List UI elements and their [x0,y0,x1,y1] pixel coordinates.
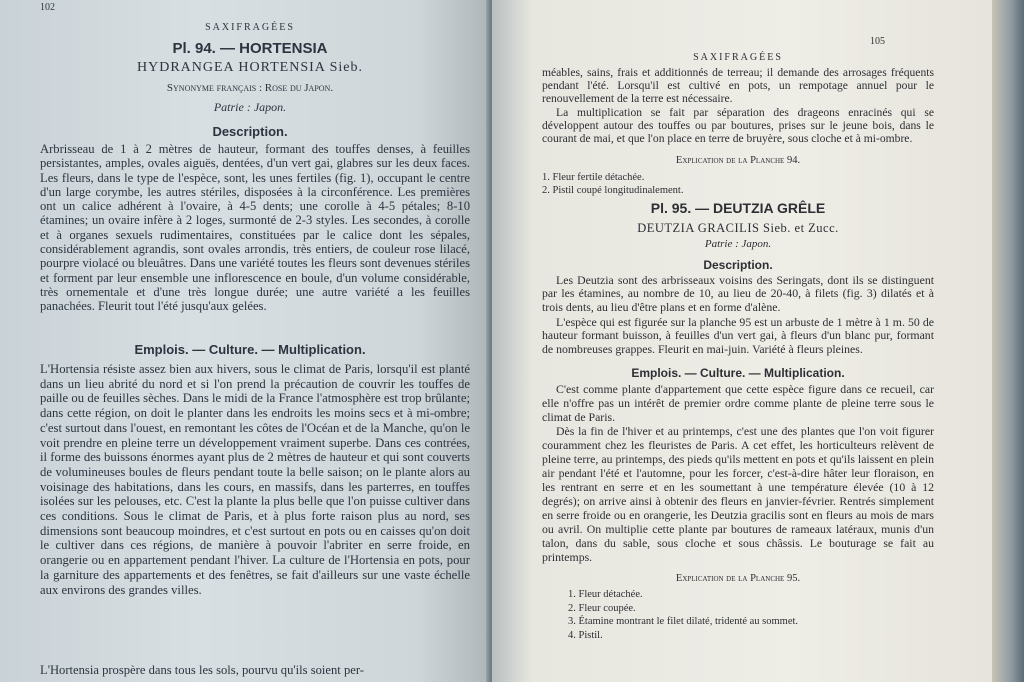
right-page [492,0,992,682]
plate-95-description-heading: Description. [703,258,773,272]
plate-94-uses-text: L'Hortensia résiste assez bien aux hivers, sous le climat de Paris, lorsqu'il est planté dans un lieu abrité du nord et si l'on prend la précaution de couvrir les touffes de paille ou de feuilles sèches. Dans le midi de la France l'atmosphère est trop brûlante; dans cette région, on doit le planter dans les endroits les moins secs et à mi-ombre; c'est surtout dans l'ouest, en remontant les côtes de l'Océan et de la Manche, qu'on le voit prendre en pleine terre un développement vraiment superbe. Dans ces contrées, il forme des buissons énormes ayant plus de 2 mètres de hauteur et qui sont couverts de volumineuses boules de fleurs pendant toute la belle saison; on le plante alors au voisinage des habitations, dans les cours, en massifs, dans les parterres, en touffes isolées sur les pelouses, etc. C'est la plante la plus belle que l'on puisse cultiver dans ces conditions. Sous le climat de Paris, et à plus forte raison plus au nord, ses dimensions sont beaucoup moindres, et c'est surtout en pots ou en caisses qu'on doit le cultiver dans ces régions, de manière à pouvoir l'abriter en serre froide, en orangerie ou en appartement pendant l'hiver. La culture de l'Hortensia en pots, pour la garniture des appartements et des fenêtres, se fait d'ailleurs sur une vaste échelle aux environs des grandes villes. [40,362,470,597]
explication-94-item: 1. Fleur fertile détachée. [542,172,645,183]
plate-94-homeland: Patrie : Japon. [213,100,287,114]
explication-95-heading: Explication de la Planche 95. [675,573,801,584]
explication-95-item: 4. Pistil. [568,629,603,641]
plate-95-uses-text-2: Dès la fin de l'hiver et au printemps, c'est une des plantes que l'on voit figurer couramment chez les fleuristes de Paris. A cet effet, les horticulteurs relèvent de pleine terre, au printemps, des pieds qu'ils mettent en pots et qu'ils laissent en plein air pendant l'été et l'automne, pour les forcer, c'est-à-dire hâter leur floraison, en les rentrant en serre et en les soumettant à une température élevée (10 à 12 degrés); on arrive ainsi à obtenir des fleurs en janvier-février. Rentrés simplement en serre froide ou en orangerie, les Deutzia gracilis sont en fleurs au mois de mars ou avril. On multiplie cette plante par boutures de rameaux latéraux, munis d'un talon, dans du sable, sous cloche et sous châssis. Le bouturage se fait au printemps. [542,424,934,564]
explication-95-item: 3. Étamine montrant le filet dilaté, tridenté au sommet. [568,616,799,627]
plate-95-homeland: Patrie : Japon. [704,238,772,250]
right-running-head: SAXIFRAGÉES [693,52,783,63]
plate-95-description-text: Les Deutzia sont des arbrisseaux voisins des Seringats, dont ils se distinguent par les étamines, au nombre de 10, au lieu de 20-40, à filets (fig. 3) dilatés et à trois dents, au lieu d'être plans et en forme d'alène. [542,273,934,314]
left-page-number: 102 [40,2,55,13]
plate-94-title: Pl. 94. — HORTENSIA [172,40,328,57]
plate-95-uses-text: C'est comme plante d'appartement que cette espèce figure dans ce recueil, car elle n'offre pas un intérêt de premier ordre comme plante de pleine terre sous le climat de Paris. [542,382,934,424]
plate-94-continued-text: méables, sains, frais et additionnés de terreau; il demande des arrosages fréquents pendant l'été. Lorsqu'il est cultivé en pots, un rempotage annuel pour le renouvellement de la terre est nécessaire. [542,66,934,106]
plate-95-title: Pl. 95. — DEUTZIA GRÊLE [650,200,826,216]
left-running-head: SAXIFRAGÉES [205,22,295,33]
plate-95-uses-heading: Emplois. — Culture. — Multiplication. [631,366,845,380]
plate-94-synonym: Synonyme français : Rose du Japon. [166,82,334,94]
plate-94-latin-name: HYDRANGEA HORTENSIA Sieb. [137,60,363,75]
plate-94-last-line: L'Hortensia prospère dans tous les sols, pourvu qu'ils soient per- [40,663,364,677]
right-page-number: 105 [870,36,885,47]
explication-94-heading: Explication de la Planche 94. [675,155,801,166]
plate-94-description-text: Arbrisseau de 1 à 2 mètres de hauteur, formant des touffes denses, à feuilles persistantes, amples, ovales aiguës, dentées, d'un vert gai, glabres sur les deux faces. Les fleurs, dans le type de l'espèce, sont, les unes fertiles (fig. 1), occupant le centre d'un large corymbe, les autres stériles, disposées à la circonférence. Les premières ont un calice adhérent à l'ovaire, à 4-5 dents; une corolle à 4-5 pétales; 8-10 étamines; un ovaire infère à 2 loges, surmonté de 2-3 styles. Les secondes, à corolle et à organes sexuels rudimentaires, constituées par le calice dont les sépales, considérablement agrandis, sont ovales arrondis, très entiers, de couleur rose lilacé, pourpre violacé ou bleuâtres. Dans une variété toutes les fleurs sont devenues stériles et forment par leur ensemble une inflorescence en boule, d'un volume considérable, très ornementale et d'une très longue durée; une autre variété a les feuilles panachées. Fleurit tout l'été jusqu'aux gelées. [40,142,470,314]
book-cover-edge [992,0,1024,682]
plate-95-description-text-2: L'espèce qui est figurée sur la planche 95 est un arbuste de 1 mètre à 1 m. 50 de hauteur formant buisson, à feuilles d'un vert gai, à fleurs d'un blanc pur, formant de nombreuses grappes. Fleurit en mai-juin. Variété à fleurs pleines. [542,315,934,356]
plate-94-multiplication-text: La multiplication se fait par séparation des drageons enracinés qui se développent autour des touffes ou par boutures, prises sur le jeune bois, dans le courant de mai, et que l'on place en terre de bruyère, sous cloche et à mi-ombre. [542,106,934,146]
plate-94-description-heading: Description. [212,124,288,139]
explication-95-item: 1. Fleur détachée. [568,589,643,600]
left-page [0,0,490,682]
explication-94-item: 2. Pistil coupé longitudinalement. [542,185,684,196]
plate-94-uses-heading: Emplois. — Culture. — Multiplication. [134,342,366,357]
explication-95-list [568,588,938,642]
explication-94-list [542,171,934,197]
plate-95-latin-name: DEUTZIA GRACILIS Sieb. et Zucc. [637,221,839,235]
explication-95-item: 2. Fleur coupée. [568,602,636,614]
